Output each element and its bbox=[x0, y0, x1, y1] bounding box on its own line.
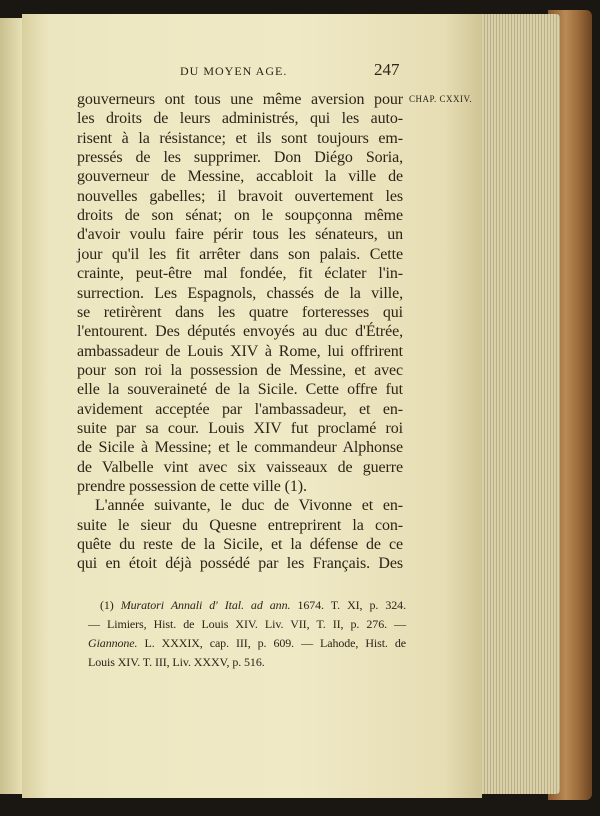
text-line: suite le sieur du Quesne entreprirent la con- bbox=[77, 516, 403, 534]
text-line: prendre possession de cette ville (1). bbox=[77, 478, 307, 495]
text-line: quête du reste de la Sicile, et la défense de ce bbox=[77, 536, 403, 554]
footnote-marker: (1) bbox=[100, 598, 114, 612]
text-line: l'entourent. Des députés envoyés au duc d'Étrée, bbox=[77, 323, 403, 341]
text-line: de Valbelle vint avec six vaisseaux de guerre bbox=[77, 458, 403, 476]
text-line: les droits de leurs administrés, qui les auto- bbox=[77, 110, 403, 128]
text-line: qui en étoit déjà possédé par les Français. Des bbox=[77, 555, 403, 573]
footnote-citation: 1674. T. XI, p. 324. bbox=[297, 598, 406, 612]
text-line: nouvelles gabelles; il bravoit ouvertement les bbox=[77, 187, 403, 205]
text-line: gouverneur de Messine, accabloit la ville de bbox=[77, 168, 403, 186]
page-edges bbox=[470, 14, 560, 794]
footnote-citation-italic: Giannone. bbox=[88, 636, 138, 650]
footnote-line bbox=[100, 598, 406, 613]
text-line: de Sicile à Messine; et le commandeur Alphonse bbox=[77, 439, 403, 457]
text-line: gouverneurs ont tous une même aversion pour bbox=[77, 91, 403, 108]
text-line: surrection. Les Espagnols, chassés de la ville, bbox=[77, 284, 403, 302]
text-line: risent à la résistance; et ils sont toujours em- bbox=[77, 129, 403, 147]
text-line: d'avoir voulu faire périr tous les sénateurs, un bbox=[77, 226, 403, 244]
facing-page-edge bbox=[0, 18, 22, 794]
text-line: pour son roi la possession de Messine, et avec bbox=[77, 361, 403, 379]
footnote-citation: L. XXXIX, cap. III, p. 609. — Lahode, Hist. de bbox=[144, 636, 406, 650]
text-line: L'année suivante, le duc de Vivonne et en- bbox=[95, 497, 403, 515]
text-line: suite par sa cour. Louis XIV fut proclamé roi bbox=[77, 419, 403, 437]
margin-note: CHAP. CXXIV. bbox=[409, 94, 473, 104]
footnote-line: Louis XIV. T. III, Liv. XXXV, p. 516. bbox=[88, 655, 265, 669]
text-line: jour qu'il les fit arrêter dans son palais. Cette bbox=[77, 245, 403, 263]
text-line: crainte, peut-être mal fondée, fit éclater l'in- bbox=[77, 265, 403, 283]
text-line: pressés de les supprimer. Don Diégo Soria, bbox=[77, 149, 403, 167]
text-line: avidement acceptée par l'ambassadeur, et en- bbox=[77, 400, 403, 418]
running-title: DU MOYEN AGE. bbox=[180, 64, 288, 78]
footnote-citation-italic: Muratori Annali d' Ital. ad ann. bbox=[120, 598, 291, 612]
text-line: elle la souveraineté de la Sicile. Cette offre fut bbox=[77, 381, 403, 399]
footnote-line: — Limiers, Hist. de Louis XIV. Liv. VII, T. II, p. 276. — bbox=[88, 617, 406, 631]
text-line: se retirèrent dans les quatre forteresses qui bbox=[77, 303, 403, 321]
text-line: ambassadeur de Louis XIV à Rome, lui offrirent bbox=[77, 342, 403, 360]
page-number: 247 bbox=[374, 60, 400, 79]
footnote-line bbox=[88, 636, 406, 651]
text-line: droits de son sénat; on le soupçonna même bbox=[77, 207, 403, 225]
